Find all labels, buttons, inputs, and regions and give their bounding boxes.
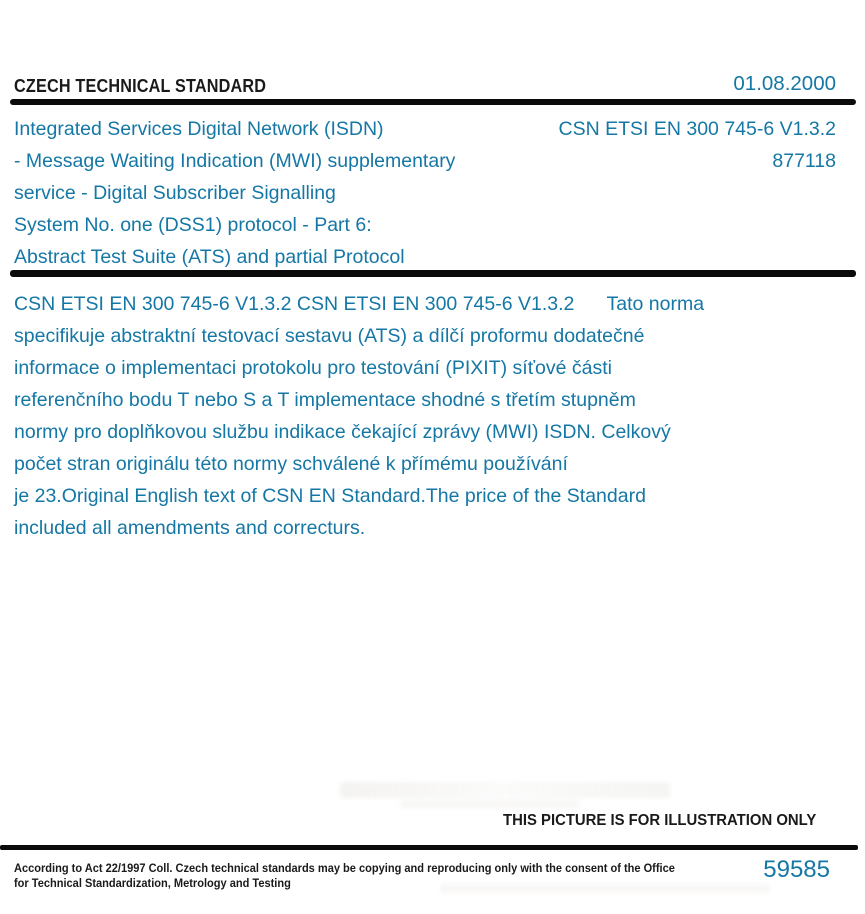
legal-line: According to Act 22/1997 Coll. Czech technical standards may be copying and reproducing only with the consent of the Office [14,863,675,875]
standard-title [14,113,534,273]
standard-reference-block [559,113,836,177]
page-title: CZECH TECHNICAL STANDARD [14,76,267,96]
faded-watermark [400,800,580,808]
document-number: 59585 [763,856,830,883]
abstract-line: informace o implementaci protokolu pro testování (PIXIT) síťové části [14,357,612,379]
abstract-text [14,288,834,544]
middle-divider-rule [10,270,856,277]
faded-watermark [340,782,670,798]
catalog-number: 877118 [772,150,836,172]
abstract-line: CSN ETSI EN 300 745-6 V1.3.2 CSN ETSI EN 300 745-6 V1.3.2 Tato norma [14,293,705,315]
abstract-line: included all amendments and correcturs. [14,517,366,539]
title-line: - Message Waiting Indication (MWI) supplementary [14,150,456,172]
legal-line: for Technical Standardization, Metrology and Testing [14,878,291,890]
top-divider-rule [10,99,856,105]
title-line: Abstract Test Suite (ATS) and partial Protocol [14,246,405,268]
abstract-line: počet stran originálu této normy schválené k přímému používání [14,453,568,475]
publication-date: 01.08.2000 [733,72,836,95]
illustration-only-notice: THIS PICTURE IS FOR ILLUSTRATION ONLY [503,812,817,829]
abstract-line: normy pro doplňkovou službu indikace čekající zprávy (MWI) ISDN. Celkový [14,421,671,443]
footer-divider-rule [0,845,858,850]
title-line: Integrated Services Digital Network (ISDN) [14,118,384,140]
abstract-line: specifikuje abstraktní testovací sestavu (ATS) a dílčí proformu dodatečné [14,325,645,347]
title-line: System No. one (DSS1) protocol - Part 6: [14,214,372,236]
abstract-line: referenčního bodu T nebo S a T implementace shodné s třetím stupněm [14,389,636,411]
abstract-line: je 23.Original English text of CSN EN Standard.The price of the Standard [14,485,646,507]
title-line: service - Digital Subscriber Signalling [14,182,336,204]
standard-reference-number: CSN ETSI EN 300 745-6 V1.3.2 [558,118,836,140]
faded-watermark [440,884,770,893]
